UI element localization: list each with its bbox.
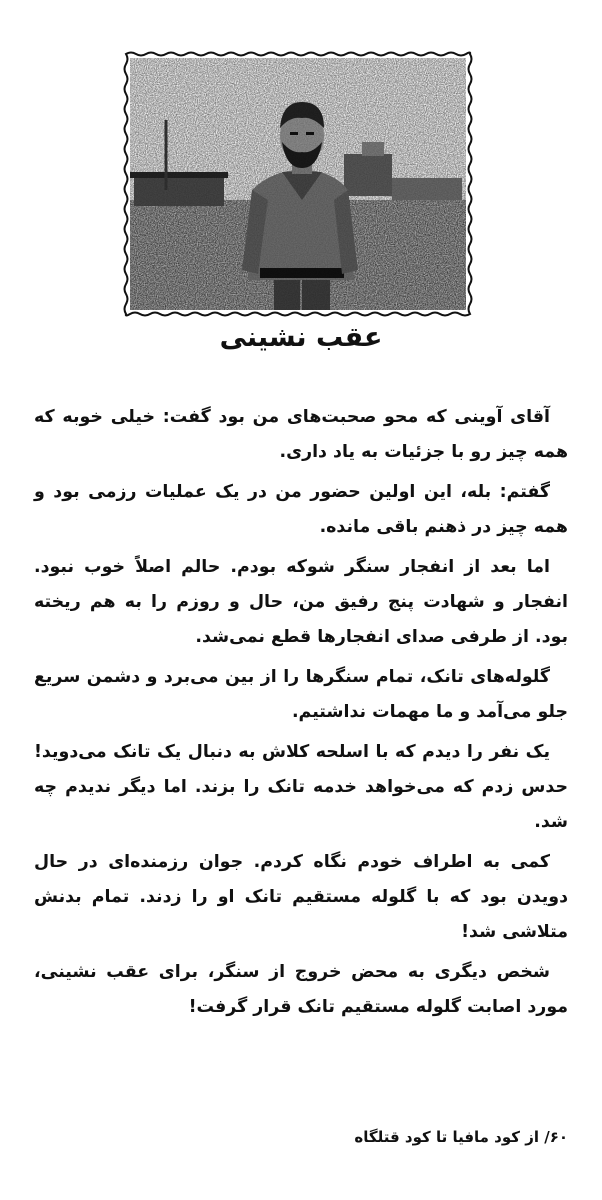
paragraph: اما بعد از انفجار سنگر شوکه بودم. حالم اصلاً خوب نبود. انفجار و شهادت پنج رفیق من، حال و روزم را به هم ریخته بود. از طرفی صدای انفجارها قطع نمی‌شد. (34, 557, 568, 647)
paragraph: آقای آوینی که محو صحبت‌های من بود گفت: خیلی خوبه که همه چیز رو با جزئیات به یاد داری. (34, 407, 568, 462)
chapter-title: عقب نشینی (219, 322, 383, 353)
soldier-photo (122, 50, 474, 318)
paragraph: گلوله‌های تانک، تمام سنگرها را از بین می‌برد و دشمن سریع جلو می‌آمد و ما مهمات نداشتیم. (34, 667, 568, 722)
body-text (34, 400, 568, 1030)
paragraph: کمی به اطراف خودم نگاه کردم. جوان رزمنده‌ای در حال دویدن بود که با گلوله مستقیم تانک او را زدند. تمام بدنش متلاشی شد! (34, 852, 568, 942)
paragraph: شخص دیگری به محض خروج از سنگر، برای عقب نشینی، مورد اصابت گلوله مستقیم تانک قرار گرفت! (34, 962, 568, 1017)
paragraph: یک نفر را دیدم که با اسلحه کلاش به دنبال یک تانک می‌دوید! حدس زدم که می‌خواهد خدمه تانک را بزند. اما دیگر ندیدم چه شد. (34, 742, 568, 832)
page-footer: ۶۰/ از کود مافیا تا کود قتلگاه (354, 1128, 568, 1146)
paragraph: گفتم: بله، این اولین حضور من در یک عملیات رزمی بود و همه چیز در ذهنم باقی مانده. (34, 482, 568, 537)
